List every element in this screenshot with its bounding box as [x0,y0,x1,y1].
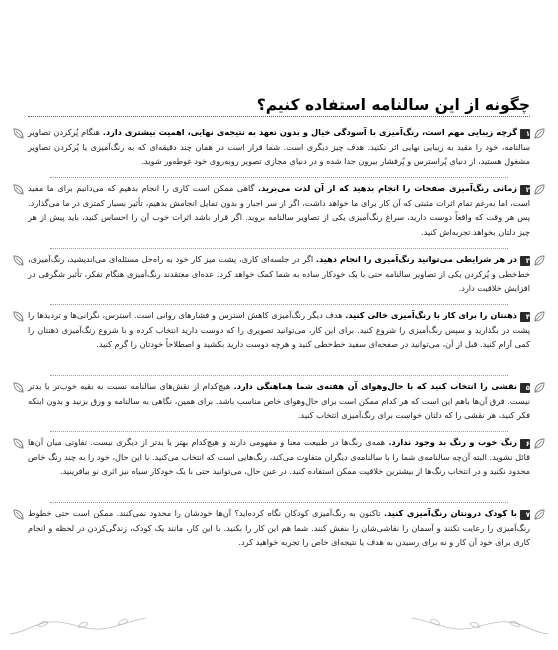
section-body: هنگام پُرکردن تصاویر سالنامه، خود را مقید به زیبایی نهایی اثر نکنید. هدف چیز دیگری است. شما قرار است در همان چند دقیقه‌ای که به رنگ‌آمیزی یا پُرکردن تصاویر مشغول هستید، از دنیای پُراسترس و پُرفشار بیرون جدا شده و در دنیای مجازی تصویر روبه‌روی خود غوطه‌ور شوید. [28,127,530,167]
section-divider [50,177,508,178]
tip-section [28,506,530,550]
section-lead: نقشی را انتخاب کنید که با حال‌وهوای آن هفته‌ی شما هماهنگی دارد. [233,381,517,391]
section-body: همه‌ی رنگ‌ها در طبیعت معنا و مفهومی دارند و هیچ‌کدام بهتر یا بدتر از دیگری نیست. تفاوتی میان آن‌ها قائل نشوید. البته آن‌چه سالنامه‌ی شما را با سالنامه‌ی دیگران متفاوت می‌کند، رنگ‌هایی است که انتخاب می‌کنید. با این حال، خود را به چند رنگ خاص محدود نکنید و در انتخاب رنگ‌ها از بیشترین خلاقیت ممکن استفاده کنید. در عین حال، می‌توانید حتی با یک خودکار سیاه نیز اثری نو بیافرینید. [28,437,530,477]
leaf-icon [13,184,25,196]
page [28,0,530,650]
section-divider [50,502,508,503]
leaf-icon [13,128,25,140]
tip-section [28,252,530,296]
leaf-icon [533,184,545,196]
title-divider [28,116,530,117]
leaf-icon [533,311,545,323]
leaf-icon [13,255,25,267]
section-lead: در هر شرایطی می‌توانید رنگ‌آمیزی را انجام دهید. [315,254,517,264]
section-lead: رنگ خوب و رنگ بد وجود ندارد. [388,437,517,447]
section-lead: گرچه زیبایی مهم است، رنگ‌آمیزی با آسودگی خیال و بدون تعهد به نتیجه‌ی نهایی، اهمیت بیشتری دارد. [102,127,517,137]
section-number-badge: ۶ [520,439,530,449]
section-number-badge: ۲ [520,185,530,195]
section-body: هیچ‌کدام از نقش‌های سالنامه نسبت به بقیه خوب‌تر یا بدتر نیست. فرق آن‌ها باهم این است که هر کدام ممکن است برای حال‌وهوای خاص مناسب باشد. برای همین، نگاهی به سالنامه و ورق بزنید و بدون اینکه فکر کنید، هر نقشی را که دلتان خواست برای رنگ‌آمیزی انتخاب کنید. [28,381,530,421]
tip-section [28,181,530,239]
tip-section [28,308,530,352]
section-number-badge: ۳ [520,256,530,266]
tip-section [28,435,530,479]
leaf-icon [533,438,545,450]
section-body: اگر در جلسه‌ای کاری، پشت میز کار خود به راه‌حل مسئله‌ای می‌اندیشید، رنگ‌آمیزی، خط‌خطی و پُرکردن یکی از تصاویر سالنامه حتی با یک خودکار ساده به شما کمک خواهد کرد. عده‌ای معتقدند رنگ‌آمیزی هنگام تفکر، تأثیر شگرفی در افزایش خلاقیت دارد. [28,254,530,294]
leaf-icon [533,255,545,267]
leaf-icon [533,382,545,394]
section-number-badge: ۵ [520,383,530,393]
section-divider [50,304,508,305]
section-divider [50,248,508,249]
section-lead: ذهنتان را برای کار با رنگ‌آمیزی خالی کنید. [345,310,517,320]
section-divider [50,375,508,376]
leaf-icon [533,509,545,521]
section-body: گاهی ممکن است کاری را انجام بدهیم که می‌دانیم برای ما مفید است، اما به‌رغم تمام اثرات مثبتی که آن کار برای ما خواهد داشت، اگر از سر اجبار و بدون تمایل انجامش بدهیم، تأثیر بسیار کمتری در ما می‌گذارد. پس هر وقت که واقعاً دوست دارید، سراغ رنگ‌آمیزی یکی از تصاویر سالنامه بروید. اگر قرار باشد اثرات خوب آن را احساس کنید، باید پیش از هر چیز دلتان بخواهد تجربه‌اش کنید. [28,183,530,237]
section-lead: زمانی رنگ‌آمیزی صفحات را انجام بدهید که از آن لذت می‌برید. [258,183,517,193]
leaf-icon [13,438,25,450]
vine-ornament-icon [8,614,148,636]
leaf-icon [13,509,25,521]
vine-ornament-icon [410,614,550,636]
section-body: تاکنون به رنگ‌آمیزی کودکان نگاه کرده‌اید؟ آن‌ها خودشان را محدود نمی‌کنند. ممکن است حتی خطوط رنگ‌آمیزی را رعایت نکنند و آسمان را نقاشی‌شان را بنفش کنند. شما هم این کار را بکنید. با این کار، مانند یک کودک، زندگی‌کردن در لحظه و انجام کاری برای خود آن کار و نه برای رسیدن به هدف یا نتیجه‌ای خاص را تجربه خواهید کرد. [28,508,530,548]
section-body: هدف دیگر رنگ‌آمیزی کاهش استرس و فشارهای روانی است. استرس، نگرانی‌ها و تردیدها را پشت در بگذارید و سپس رنگ‌آمیزی را شروع کنید. برای این کار، می‌توانید تصویری را که دوست دارید انتخاب کرده و با شروع رنگ‌آمیزی ذهنتان را کمی آرام کنید. قبل از آن، می‌توانید در صفحه‌ای سفید خط‌خطی کنید و هرچه دوست دارید بکشید و اصطلاحاً خودتان را گرم کنید. [28,310,530,350]
leaf-icon [13,311,25,323]
leaf-icon [13,382,25,394]
section-lead: با کودک درونتان رنگ‌آمیزی کنید. [383,508,518,518]
tip-section [28,125,530,169]
page-title: چگونه از این سالنامه استفاده کنیم؟ [256,96,530,114]
section-number-badge: ۱ [520,129,530,139]
section-number-badge: ۷ [520,510,530,520]
tip-section [28,379,530,423]
leaf-icon [533,128,545,140]
section-divider [50,431,508,432]
section-number-badge: ۴ [520,312,530,322]
